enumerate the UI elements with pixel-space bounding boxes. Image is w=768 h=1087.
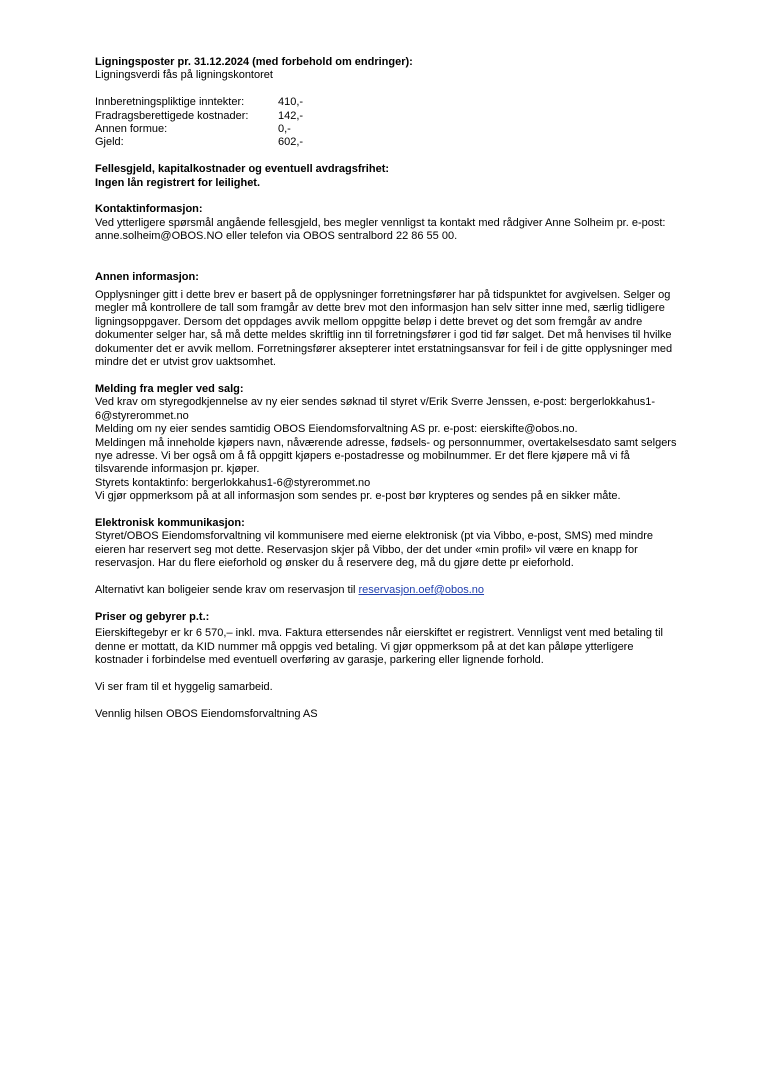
melding-line: 6@styrerommet.no [95, 409, 189, 422]
ligning-label: Innberetningspliktige inntekter: [95, 96, 245, 109]
ligning-value: 602,- [278, 136, 304, 149]
annen-line: Opplysninger gitt i dette brev er basert på de opplysninger forretningsfører har på tidspunktet for avgivelsen. Selger og [95, 289, 671, 302]
annen-line: mindre det er utvist grov uaktsomhet. [95, 356, 276, 369]
annen-line: dokumenter selger har, så må dette meldes skriftlig inn til forretningsfører i god tid før salget. Det må henvises til hvilke [95, 329, 672, 342]
reservasjon-line [95, 584, 715, 597]
fellesgjeld-heading: Fellesgjeld, kapitalkostnader og eventuell avdragsfrihet: [95, 163, 390, 176]
priser-line: kostnader i forbindelse med eventuell overføring av garasje, parkering eller lignende forhold. [95, 653, 544, 666]
ligning-value: 410,- [278, 96, 304, 109]
ligning-value: 0,- [278, 123, 291, 136]
priser-line: Eierskiftegebyr er kr 6 570,– inkl. mva. Faktura ettersendes når eierskiftet er registrert. Vennligst vent med betaling til [95, 627, 663, 640]
ligning-label: Annen formue: [95, 123, 168, 136]
ligning-value: 142,- [278, 109, 304, 122]
reservasjon-email-link[interactable]: reservasjon.oef@obos.no [358, 583, 485, 596]
elektronisk-line: reservasjon. Har du flere eieforhold og ønsker du å reservere deg, må du gjøre dette pr eieforhold. [95, 557, 574, 570]
melding-line: Melding om ny eier sendes samtidig OBOS Eiendomsforvaltning AS pr. e-post: eierskifte@obos.no. [95, 423, 578, 436]
elektronisk-line: Styret/OBOS Eiendomsforvaltning vil kommunisere med eierne elektronisk (pt via Vibbo, e-post, SMS) med mindre [95, 530, 653, 543]
kontakt-line: Ved ytterligere spørsmål angående fellesgjeld, bes megler vennligst ta kontakt med rådgiver Anne Solheim pr. e-post: [95, 216, 666, 229]
annen-line: ligningsoppgaver. Dersom det oppdages avvik mellom oppgitte beløp i dette brevet og det som fremgår av andre [95, 315, 643, 328]
melding-heading: Melding fra megler ved salg: [95, 382, 244, 395]
kontakt-line: anne.solheim@OBOS.NO eller telefon via OBOS sentralbord 22 86 55 00. [95, 230, 458, 243]
signature-line: Vennlig hilsen OBOS Eiendomsforvaltning AS [95, 707, 318, 720]
melding-line: Styrets kontaktinfo: bergerlokkahus1-6@styrerommet.no [95, 476, 371, 489]
fellesgjeld-text: Ingen lån registrert for leilighet. [95, 176, 261, 189]
ligning-table [95, 96, 303, 150]
document-page [95, 56, 715, 721]
ligning-heading: Ligningsposter pr. 31.12.2024 (med forbehold om endringer): [95, 56, 413, 68]
ligning-subheading: Ligningsverdi fås på ligningskontoret [95, 69, 273, 82]
melding-line: nye adresse. Vi ber også om å få oppgitt kjøpers e-postadresse og mobilnummer. Er det flere kjøpere må vi få [95, 449, 630, 462]
ligning-row [95, 123, 303, 136]
priser-line: denne er mottatt, da KID nummer må oppgis ved betaling. Vi gjør oppmerksom på at det kan påløpe ytterligere [95, 640, 634, 653]
melding-line: Ved krav om styregodkjennelse av ny eier sendes søknad til styret v/Erik Sverre Jenssen, e-post: bergerlokkahus1- [95, 396, 656, 409]
priser-heading: Priser og gebyrer p.t.: [95, 610, 210, 623]
ligning-row [95, 136, 303, 149]
melding-line: Meldingen må inneholde kjøpers navn, nåværende adresse, fødsels- og personnummer, overtakelsesdato samt selgers [95, 436, 677, 449]
kontakt-heading: Kontaktinformasjon: [95, 203, 203, 216]
elektronisk-heading: Elektronisk kommunikasjon: [95, 516, 245, 529]
closing-line: Vi ser fram til et hyggelig samarbeid. [95, 680, 273, 693]
annen-line: dokumenter det er avvik mellom. Forretningsfører aksepterer intet erstatningsansvar for feil i de gitte opplysninger med [95, 342, 673, 355]
annen-heading: Annen informasjon: [95, 270, 199, 283]
ligning-label: Gjeld: [95, 136, 124, 149]
ligning-label: Fradragsberettigede kostnader: [95, 109, 249, 122]
annen-line: megler må kontrollere de tall som framgår av dette brev mot den informasjon han selv sitter inne med, særlig tidligere [95, 302, 665, 315]
melding-line: Vi gjør oppmerksom på at all informasjon som sendes pr. e-post bør krypteres og sendes på en sikker måte. [95, 490, 621, 503]
melding-line: tilsvarende informasjon pr. kjøper. [95, 463, 260, 476]
reservasjon-text: Alternativt kan boligeier sende krav om reservasjon til [95, 583, 359, 596]
elektronisk-line: eieren har reservert seg mot dette. Reservasjon skjer på Vibbo, der det under «min profil» vil være en knapp for [95, 543, 638, 556]
ligning-row [95, 96, 303, 109]
ligning-row [95, 110, 303, 123]
